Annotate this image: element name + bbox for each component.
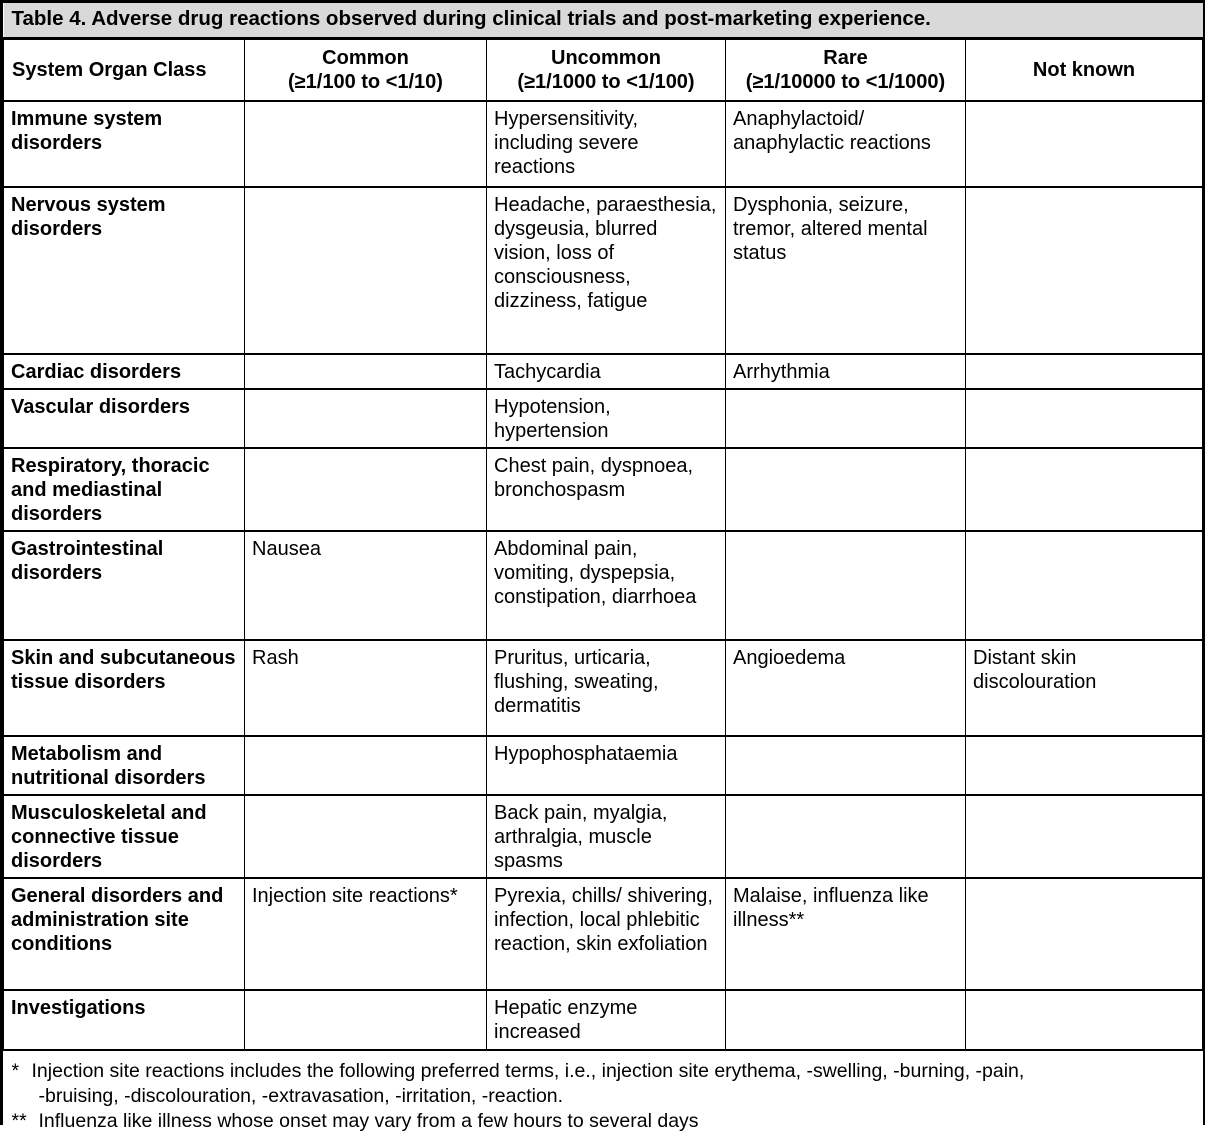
cell-common: Rash (245, 640, 487, 736)
column-header-label: System Organ Class (12, 58, 207, 81)
cell-not-known (966, 101, 1203, 187)
footnote-injection-site-reactions-continued (12, 1084, 1195, 1109)
cell-common (245, 795, 487, 878)
cell-not-known (966, 990, 1203, 1050)
cell-uncommon: Hepatic enzyme increased (487, 990, 726, 1050)
table-row (4, 640, 1203, 736)
column-header-label: Rare (823, 46, 868, 69)
column-header-not-known (966, 38, 1203, 101)
footnote-text: Influenza like illness whose onset may vary from a few hours to several days (38, 1110, 699, 1133)
footnote-marker: ** (11, 1110, 27, 1133)
column-header-frequency: (≥1/1000 to <1/100) (517, 70, 695, 93)
cell-system-organ-class: General disorders and administration site conditions (4, 878, 245, 990)
cell-common (245, 389, 487, 448)
table-footnotes-row (4, 1050, 1203, 1141)
table-row (4, 736, 1203, 795)
cell-common: Nausea (245, 531, 487, 640)
column-header-system-organ-class (4, 38, 245, 101)
column-header-label: Not known (1032, 58, 1136, 81)
cell-common (245, 990, 487, 1050)
cell-common (245, 354, 487, 389)
cell-system-organ-class: Cardiac disorders (4, 354, 245, 389)
cell-not-known: Distant skin discolouration (966, 640, 1203, 736)
cell-not-known (966, 448, 1203, 531)
cell-not-known (966, 795, 1203, 878)
table-row (4, 448, 1203, 531)
cell-uncommon: Hypersensitivity, including severe reactions (487, 101, 726, 187)
cell-system-organ-class: Nervous system disorders (4, 187, 245, 354)
cell-rare (726, 531, 966, 640)
cell-rare: Dysphonia, seizure, tremor, altered mental status (726, 187, 966, 354)
column-header-frequency: (≥1/10000 to <1/1000) (745, 70, 946, 93)
cell-rare (726, 448, 966, 531)
cell-uncommon: Abdominal pain, vomiting, dyspepsia, constipation, diarrhoea (487, 531, 726, 640)
cell-rare (726, 990, 966, 1050)
cell-uncommon: Hypotension, hypertension (487, 389, 726, 448)
cell-rare: Angioedema (726, 640, 966, 736)
cell-rare: Arrhythmia (726, 354, 966, 389)
cell-rare (726, 795, 966, 878)
cell-not-known (966, 187, 1203, 354)
footnote-marker: * (11, 1059, 20, 1082)
cell-system-organ-class: Skin and subcutaneous tissue disorders (4, 640, 245, 736)
column-header-rare (726, 38, 966, 101)
table-caption-row (4, 3, 1203, 38)
cell-not-known (966, 736, 1203, 795)
cell-rare (726, 389, 966, 448)
cell-not-known (966, 878, 1203, 990)
table-header-row (4, 38, 1203, 101)
cell-system-organ-class: Respiratory, thoracic and mediastinal disorders (4, 448, 245, 531)
cell-common (245, 736, 487, 795)
cell-uncommon: Pruritus, urticaria, flushing, sweating, dermatitis (487, 640, 726, 736)
cell-common (245, 187, 487, 354)
table-row (4, 354, 1203, 389)
cell-common (245, 448, 487, 531)
table-row (4, 101, 1203, 187)
cell-not-known (966, 389, 1203, 448)
cell-system-organ-class: Metabolism and nutritional disorders (4, 736, 245, 795)
column-header-common (245, 38, 487, 101)
cell-system-organ-class: Investigations (4, 990, 245, 1050)
cell-common (245, 101, 487, 187)
table-footnotes (4, 1050, 1203, 1141)
cell-rare: Malaise, influenza like illness** (726, 878, 966, 990)
table-row (4, 795, 1203, 878)
cell-uncommon: Back pain, myalgia, arthralgia, muscle spasms (487, 795, 726, 878)
cell-rare (726, 736, 966, 795)
adverse-drug-reactions-table (3, 3, 1203, 1141)
table-row (4, 389, 1203, 448)
cell-system-organ-class: Immune system disorders (4, 101, 245, 187)
column-header-uncommon (487, 38, 726, 101)
cell-uncommon: Hypophosphataemia (487, 736, 726, 795)
column-header-label: Uncommon (551, 46, 661, 69)
column-header-label: Common (322, 46, 409, 69)
cell-rare: Anaphylactoid/ anaphylactic reactions (726, 101, 966, 187)
table-row (4, 990, 1203, 1050)
footnote-influenza-like-illness (12, 1109, 1195, 1134)
table-row (4, 531, 1203, 640)
cell-not-known (966, 354, 1203, 389)
footnote-text: Injection site reactions includes the following preferred terms, i.e., injection site erythema, -swelling, -burning, -pain, (31, 1059, 1025, 1082)
cell-uncommon: Headache, paraesthesia, dysgeusia, blurred vision, loss of consciousness, dizziness, fatigue (487, 187, 726, 354)
cell-not-known (966, 531, 1203, 640)
cell-system-organ-class: Vascular disorders (4, 389, 245, 448)
table-row (4, 187, 1203, 354)
table-row (4, 878, 1203, 990)
cell-system-organ-class: Gastrointestinal disorders (4, 531, 245, 640)
cell-common: Injection site reactions* (245, 878, 487, 990)
cell-uncommon: Tachycardia (487, 354, 726, 389)
cell-system-organ-class: Musculoskeletal and connective tissue disorders (4, 795, 245, 878)
footnote-injection-site-reactions (12, 1059, 1195, 1084)
table-caption: Table 4. Adverse drug reactions observed during clinical trials and post-marketing experience. (4, 3, 1203, 38)
column-header-frequency: (≥1/100 to <1/10) (288, 70, 443, 93)
cell-uncommon: Chest pain, dyspnoea, bronchospasm (487, 448, 726, 531)
footnote-text: -bruising, -discolouration, -extravasation, -irritation, -reaction. (38, 1084, 564, 1107)
cell-uncommon: Pyrexia, chills/ shivering, infection, local phlebitic reaction, skin exfoliation (487, 878, 726, 990)
